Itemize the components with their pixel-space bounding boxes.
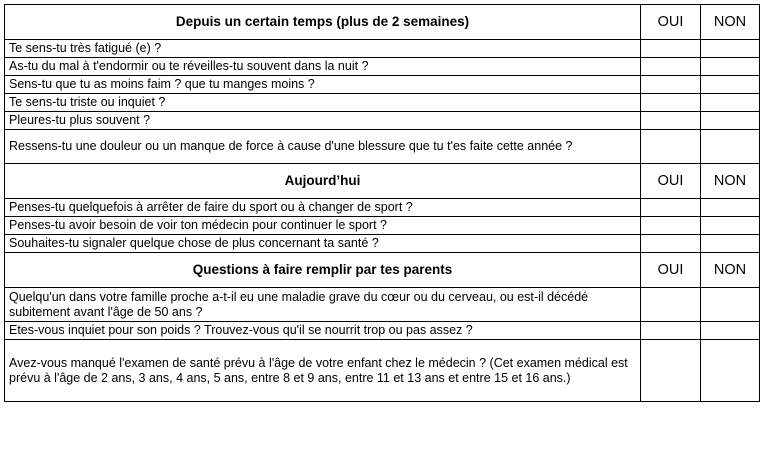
question-text: As-tu du mal à t'endormir ou te réveilles-tu souvent dans la nuit ?	[5, 58, 641, 76]
non-answer-box[interactable]	[701, 288, 760, 322]
section-header-recent	[5, 5, 760, 40]
question-row	[5, 130, 760, 164]
question-row	[5, 40, 760, 58]
question-row	[5, 322, 760, 340]
question-text: Te sens-tu triste ou inquiet ?	[5, 94, 641, 112]
oui-column-header: OUI	[641, 164, 701, 199]
question-text: Avez-vous manqué l'examen de santé prévu à l'âge de votre enfant chez le médecin ? (Cet examen médical est prévu à l'âge de 2 ans, 3 ans, 4 ans, 5 ans, entre 8 et 9 ans, entre 11 et 13 ans et entre 15 et 16 ans.)	[5, 340, 641, 402]
oui-answer-box[interactable]	[641, 40, 701, 58]
oui-answer-box[interactable]	[641, 288, 701, 322]
non-answer-box[interactable]	[701, 217, 760, 235]
non-answer-box[interactable]	[701, 58, 760, 76]
question-row	[5, 76, 760, 94]
oui-column-header: OUI	[641, 253, 701, 288]
question-text: Pleures-tu plus souvent ?	[5, 112, 641, 130]
oui-answer-box[interactable]	[641, 322, 701, 340]
oui-answer-box[interactable]	[641, 112, 701, 130]
oui-answer-box[interactable]	[641, 199, 701, 217]
non-answer-box[interactable]	[701, 40, 760, 58]
oui-answer-box[interactable]	[641, 130, 701, 164]
non-answer-box[interactable]	[701, 76, 760, 94]
question-text: Ressens-tu une douleur ou un manque de force à cause d'une blessure que tu t'es faite cette année ?	[5, 130, 641, 164]
non-answer-box[interactable]	[701, 199, 760, 217]
question-row	[5, 217, 760, 235]
oui-answer-box[interactable]	[641, 76, 701, 94]
non-column-header: NON	[701, 164, 760, 199]
question-text: Etes-vous inquiet pour son poids ? Trouvez-vous qu'il se nourrit trop ou pas assez ?	[5, 322, 641, 340]
health-questionnaire-table	[4, 4, 760, 402]
non-column-header: NON	[701, 5, 760, 40]
non-answer-box[interactable]	[701, 235, 760, 253]
section-header-parents	[5, 253, 760, 288]
oui-answer-box[interactable]	[641, 340, 701, 402]
question-text: Penses-tu avoir besoin de voir ton médecin pour continuer le sport ?	[5, 217, 641, 235]
question-row	[5, 58, 760, 76]
question-row	[5, 199, 760, 217]
section-title: Aujourd’hui	[5, 164, 641, 199]
oui-column-header: OUI	[641, 5, 701, 40]
question-text: Souhaites-tu signaler quelque chose de plus concernant ta santé ?	[5, 235, 641, 253]
oui-answer-box[interactable]	[641, 58, 701, 76]
question-row	[5, 112, 760, 130]
oui-answer-box[interactable]	[641, 94, 701, 112]
question-text: Te sens-tu très fatigué (e) ?	[5, 40, 641, 58]
non-answer-box[interactable]	[701, 130, 760, 164]
oui-answer-box[interactable]	[641, 217, 701, 235]
question-text: Quelqu'un dans votre famille proche a-t-il eu une maladie grave du cœur ou du cerveau, ou est-il décédé subitement avant l'âge de 50 ans ?	[5, 288, 641, 322]
section-title: Questions à faire remplir par tes parents	[5, 253, 641, 288]
question-text: Penses-tu quelquefois à arrêter de faire du sport ou à changer de sport ?	[5, 199, 641, 217]
non-answer-box[interactable]	[701, 94, 760, 112]
non-answer-box[interactable]	[701, 340, 760, 402]
non-answer-box[interactable]	[701, 112, 760, 130]
section-header-today	[5, 164, 760, 199]
section-title: Depuis un certain temps (plus de 2 semaines)	[5, 5, 641, 40]
question-row	[5, 235, 760, 253]
question-row	[5, 288, 760, 322]
question-text: Sens-tu que tu as moins faim ? que tu manges moins ?	[5, 76, 641, 94]
non-column-header: NON	[701, 253, 760, 288]
question-row	[5, 340, 760, 402]
non-answer-box[interactable]	[701, 322, 760, 340]
question-row	[5, 94, 760, 112]
oui-answer-box[interactable]	[641, 235, 701, 253]
